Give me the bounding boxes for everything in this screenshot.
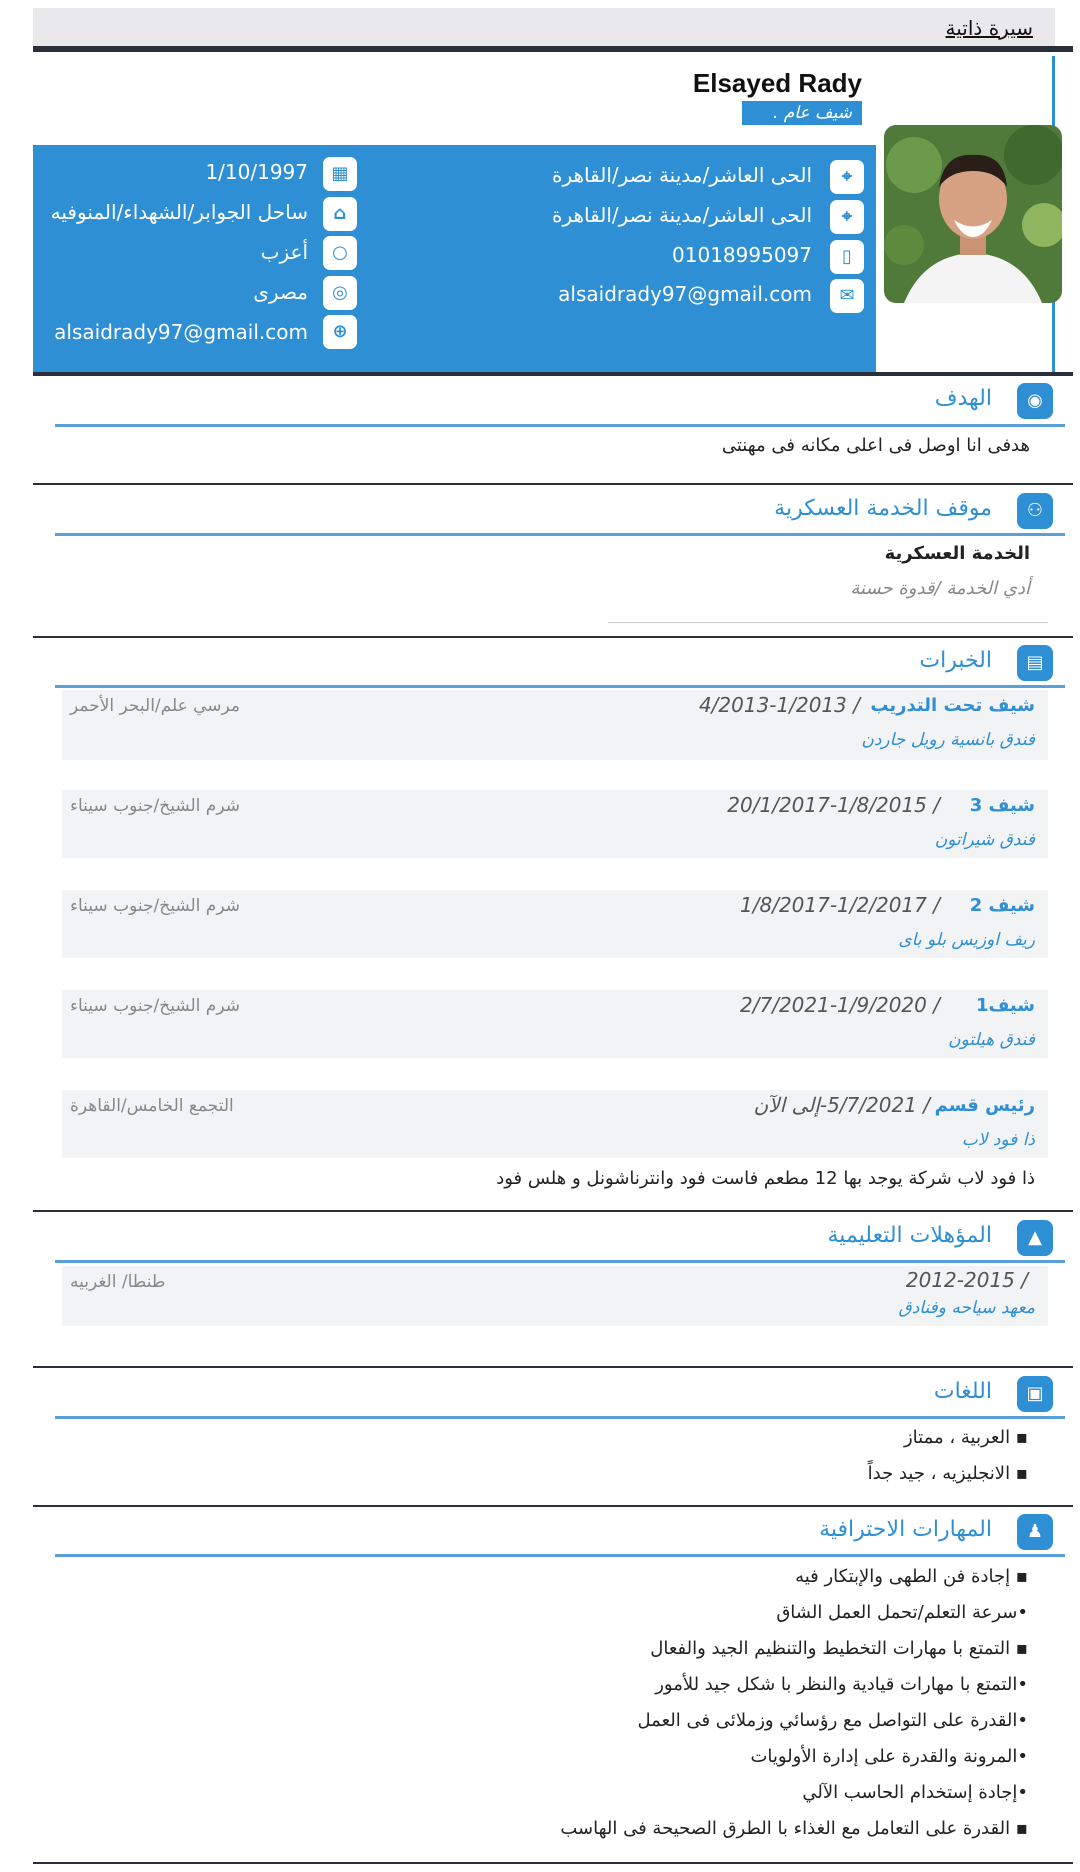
section-divider — [33, 1366, 1073, 1368]
military-title: موقف الخدمة العسكرية — [774, 496, 992, 521]
group-icon: ⚇ — [1017, 493, 1053, 529]
experience-date: 2/7/2021-1/9/2020 / — [740, 993, 940, 1017]
education-title: المؤهلات التعليمية — [827, 1223, 992, 1248]
language-text: العربية ، ممتاز — [903, 1427, 1011, 1448]
experience-place: فندق هيلتون — [948, 1030, 1035, 1050]
section-rule — [55, 424, 1065, 427]
person-name: Elsayed Rady — [692, 68, 862, 98]
section-divider — [33, 1210, 1073, 1212]
skill-item: ▪ القدرة على التعامل مع الغذاء با الطرق الصحيحة فى الهاسب — [560, 1818, 1028, 1839]
skill-item: •سرعة التعلم/تحمل العمل الشاق — [776, 1602, 1028, 1623]
skill-text: القدرة على التعامل مع الغذاء با الطرق الصحيحة فى الهاسب — [560, 1818, 1011, 1839]
experience-place: فندق شيراتون — [934, 830, 1035, 850]
contact-address-2: الحى العاشر/مدينة نصر/القاهرة — [551, 203, 812, 227]
experience-date: 1/8/2017-1/2/2017 / — [740, 893, 940, 917]
experience-place: ذا فود لاب — [961, 1130, 1035, 1150]
section-divider — [33, 1505, 1073, 1507]
languages-title: اللغات — [933, 1379, 992, 1404]
experience-location: التجمع الخامس/القاهرة — [70, 1096, 234, 1116]
user-plus-icon: ♟ — [1017, 1514, 1053, 1550]
divider — [608, 622, 1048, 623]
profile-photo — [884, 125, 1062, 303]
experience-location: شرم الشيخ/جنوب سيناء — [70, 896, 240, 916]
section-divider — [33, 636, 1073, 638]
education-location: طنطا/ الغربيه — [70, 1272, 166, 1292]
section-divider — [33, 483, 1073, 485]
skills-title: المهارات الاحترافية — [819, 1517, 992, 1542]
experience-date: / 5/7/2021-إلى الآن — [753, 1093, 930, 1117]
section-rule — [55, 1554, 1065, 1557]
nationality: مصرى — [253, 280, 308, 304]
birth-date: 1/10/1997 — [205, 160, 308, 184]
document-title: سيرة ذاتية — [945, 16, 1033, 40]
experience-title: الخبرات — [919, 648, 992, 673]
skill-text: إجادة فن الطهى والإبتكار فيه — [795, 1566, 1011, 1587]
section-rule — [55, 1416, 1065, 1419]
section-rule — [55, 533, 1065, 536]
experience-role: شيف1 — [975, 995, 1035, 1016]
header-divider — [33, 372, 1073, 376]
education-date-text: 2012-2015 — [905, 1268, 1015, 1292]
website-email[interactable]: alsaidrady97@gmail.com — [54, 320, 308, 344]
language-item: ▪ الانجليزيه ، جيد جداً — [867, 1463, 1028, 1484]
envelope-icon: ✉ — [830, 279, 864, 313]
experience-date-text: 2/7/2021-1/9/2020 — [740, 993, 927, 1017]
experience-role: شيف 2 — [969, 895, 1035, 916]
experience-date-text: 1/8/2017-1/2/2017 — [740, 893, 927, 917]
skill-item: •التمتع با مهارات قيادية والنظر با شكل جيد للأمور — [655, 1674, 1028, 1695]
experience-date-text: 4/2013-1/2013 — [698, 693, 847, 717]
contact-phone[interactable]: 01018995097 — [672, 243, 812, 267]
experience-date-text: 20/1/2017-1/8/2015 — [727, 793, 927, 817]
location-pin-icon: ⌖ — [830, 160, 864, 194]
graduation-cap-icon: ▲ — [1017, 1220, 1053, 1256]
mobile-phone-icon: ▯ — [830, 240, 864, 274]
experience-date-text: 5/7/2021-إلى الآن — [753, 1093, 917, 1117]
contact-email[interactable]: alsaidrady97@gmail.com — [558, 282, 812, 306]
contact-address-1: الحى العاشر/مدينة نصر/القاهرة — [551, 163, 812, 187]
military-status: أدي الخدمة /قدوة حسنة — [850, 578, 1030, 599]
target-icon: ◉ — [1017, 383, 1053, 419]
page-bottom-divider — [33, 1862, 1073, 1864]
objective-title: الهدف — [934, 386, 992, 411]
experience-date: 4/2013-1/2013 / — [698, 693, 860, 717]
web-icon: ⊕ — [323, 315, 357, 349]
skill-item: •القدرة على التواصل مع رؤسائي وزملائى فى العمل — [637, 1710, 1028, 1731]
experience-role: شيف 3 — [969, 795, 1035, 816]
experience-note: ذا فود لاب شركة يوجد بها 12 مطعم فاست فود وانترناشونل و هلس فود — [496, 1168, 1035, 1189]
experience-place: ريف اوزيس بلو باى — [898, 930, 1035, 950]
military-label: الخدمة العسكرية — [884, 543, 1030, 564]
experience-date: 20/1/2017-1/8/2015 / — [727, 793, 940, 817]
experience-location: شرم الشيخ/جنوب سيناء — [70, 996, 240, 1016]
calendar-icon: ▦ — [323, 157, 357, 191]
skill-item: ▪ إجادة فن الطهى والإبتكار فيه — [795, 1566, 1028, 1587]
hometown: ساحل الجوابر/الشهداء/المنوفيه — [50, 200, 308, 224]
skill-item: ▪ التمتع با مهارات التخطيط والتنظيم الجيد والفعال — [650, 1638, 1028, 1659]
section-rule — [55, 685, 1065, 688]
avatar — [884, 125, 1062, 303]
experience-role: رئيس قسم — [934, 1095, 1035, 1116]
skill-item: •المرونة والقدرة على إدارة الأولويات — [750, 1746, 1028, 1767]
experience-location: مرسي علم/البحر الأحمر — [70, 696, 241, 716]
globe-icon: ◎ — [323, 276, 357, 310]
location-pin-icon: ⌖ — [830, 200, 864, 234]
section-rule — [55, 1260, 1065, 1263]
document-title-bar — [33, 8, 1055, 46]
education-date: 2012-2015 / — [905, 1268, 1028, 1292]
language-icon: ▣ — [1017, 1376, 1053, 1412]
skill-item: •إجادة إستخدام الحاسب الآلي — [802, 1782, 1028, 1803]
education-institute: معهد سياحه وفنادق — [898, 1298, 1035, 1318]
title-divider — [33, 46, 1073, 52]
experience-role: شيف تحت التدريب — [870, 695, 1035, 716]
marital-status: أعزب — [260, 240, 308, 264]
objective-text: هدفى انا اوصل فى اعلى مكانه فى مهنتى — [721, 435, 1030, 456]
briefcase-icon: ▤ — [1017, 645, 1053, 681]
experience-place: فندق بانسية رويل جاردن — [861, 730, 1035, 750]
home-icon: ⌂ — [323, 197, 357, 231]
skill-text: التمتع با مهارات التخطيط والتنظيم الجيد والفعال — [650, 1638, 1011, 1659]
ring-icon: ○ — [323, 236, 357, 270]
job-title-badge: شيف عام . — [742, 101, 862, 125]
language-item: ▪ العربية ، ممتاز — [903, 1427, 1028, 1448]
language-text: الانجليزيه ، جيد جداً — [867, 1463, 1011, 1484]
experience-location: شرم الشيخ/جنوب سيناء — [70, 796, 240, 816]
